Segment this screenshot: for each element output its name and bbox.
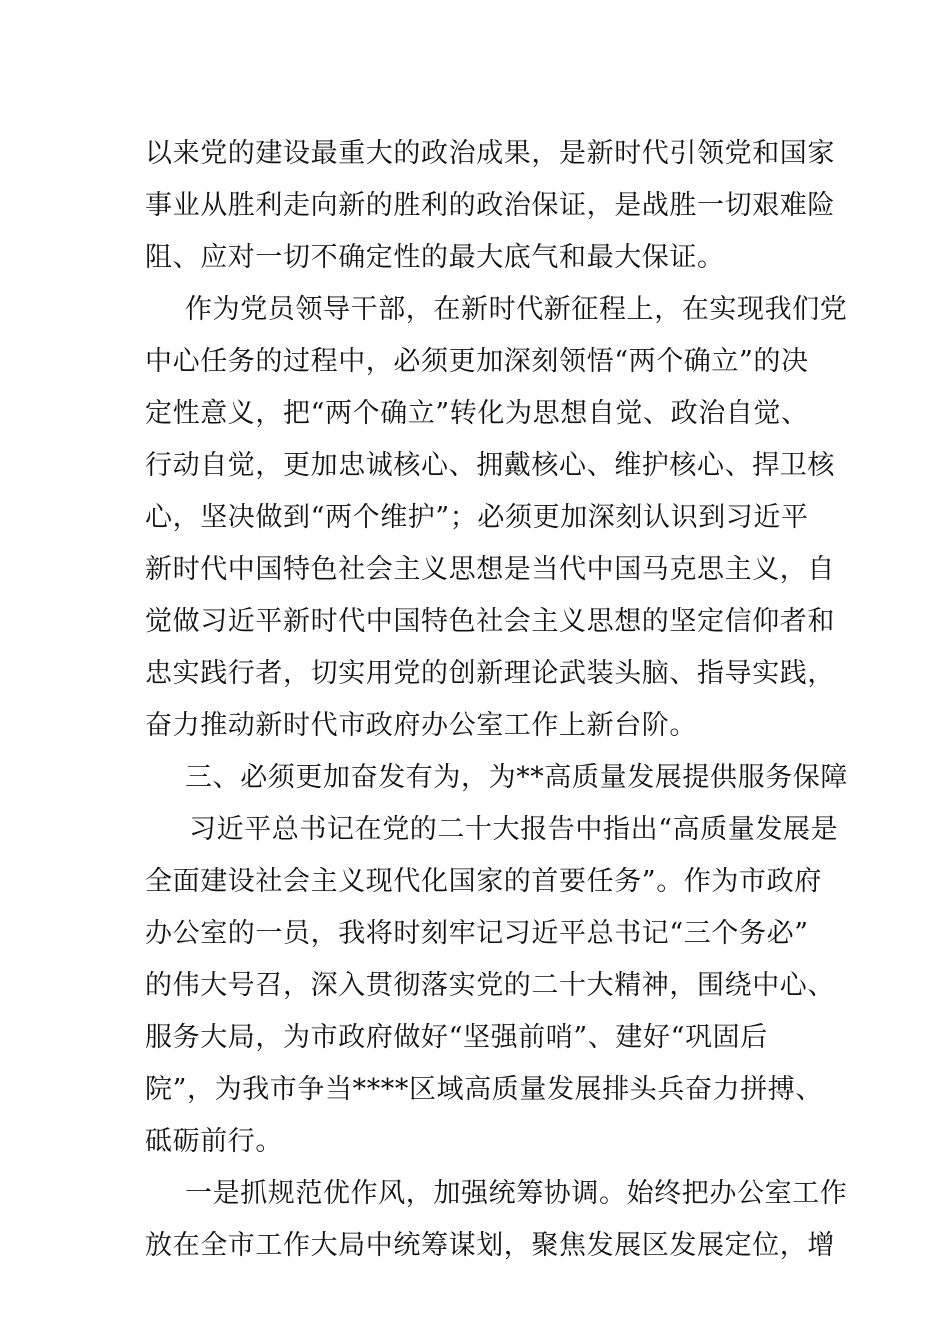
text-line: 的伟大号召，深入贯彻落实党的二十大精神，围绕中心、	[145, 970, 835, 1001]
section-heading: 三、必须更加奋发有为，为**高质量发展提供服务保障	[185, 762, 848, 793]
text-line: 奋力推动新时代市政府办公室工作上新台阶。	[145, 710, 697, 741]
text-line: 服务大局，为市政府做好“坚强前哨”、建好“巩固后	[145, 1022, 768, 1053]
text-line: 办公室的一员，我将时刻牢记习近平总书记“三个务必”	[145, 918, 809, 949]
text-line: 心，坚决做到“两个维护”；必须更加深刻认识到习近平	[145, 502, 809, 533]
text-line: 觉做习近平新时代中国特色社会主义思想的坚定信仰者和	[145, 606, 835, 637]
text-line: 阻、应对一切不确定性的最大底气和最大保证。	[145, 242, 725, 273]
text-line: 行动自觉，更加忠诚核心、拥戴核心、维护核心、捍卫核	[145, 450, 835, 481]
text-line: 定性意义，把“两个确立”转化为思想自觉、政治自觉、	[145, 398, 809, 429]
paragraph-first-line: 一是抓规范优作风，加强统筹协调。始终把办公室工作	[185, 1178, 848, 1209]
text-line: 中心任务的过程中，必须更加深刻领悟“两个确立”的决	[145, 346, 809, 377]
text-line: 放在全市工作大局中统筹谋划，聚焦发展区发展定位，增	[145, 1230, 835, 1261]
text-line: 事业从胜利走向新的胜利的政治保证，是战胜一切艰难险	[145, 190, 835, 221]
text-line: 砥砺前行。	[145, 1126, 283, 1157]
text-line: 忠实践行者，切实用党的创新理论武装头脑、指导实践，	[145, 658, 835, 689]
paragraph-first-line: 作为党员领导干部，在新时代新征程上，在实现我们党	[185, 294, 848, 325]
text-line: 全面建设社会主义现代化国家的首要任务”。作为市政府	[145, 866, 822, 897]
paragraph-first-line: 习近平总书记在党的二十大报告中指出“高质量发展是	[189, 814, 839, 845]
text-line: 新时代中国特色社会主义思想是当代中国马克思主义，自	[145, 554, 835, 585]
text-line: 院”，为我市争当****区域高质量发展排头兵奋力拼搏、	[145, 1074, 824, 1105]
text-line: 以来党的建设最重大的政治成果，是新时代引领党和国家	[145, 138, 835, 169]
document-body	[145, 128, 848, 1272]
